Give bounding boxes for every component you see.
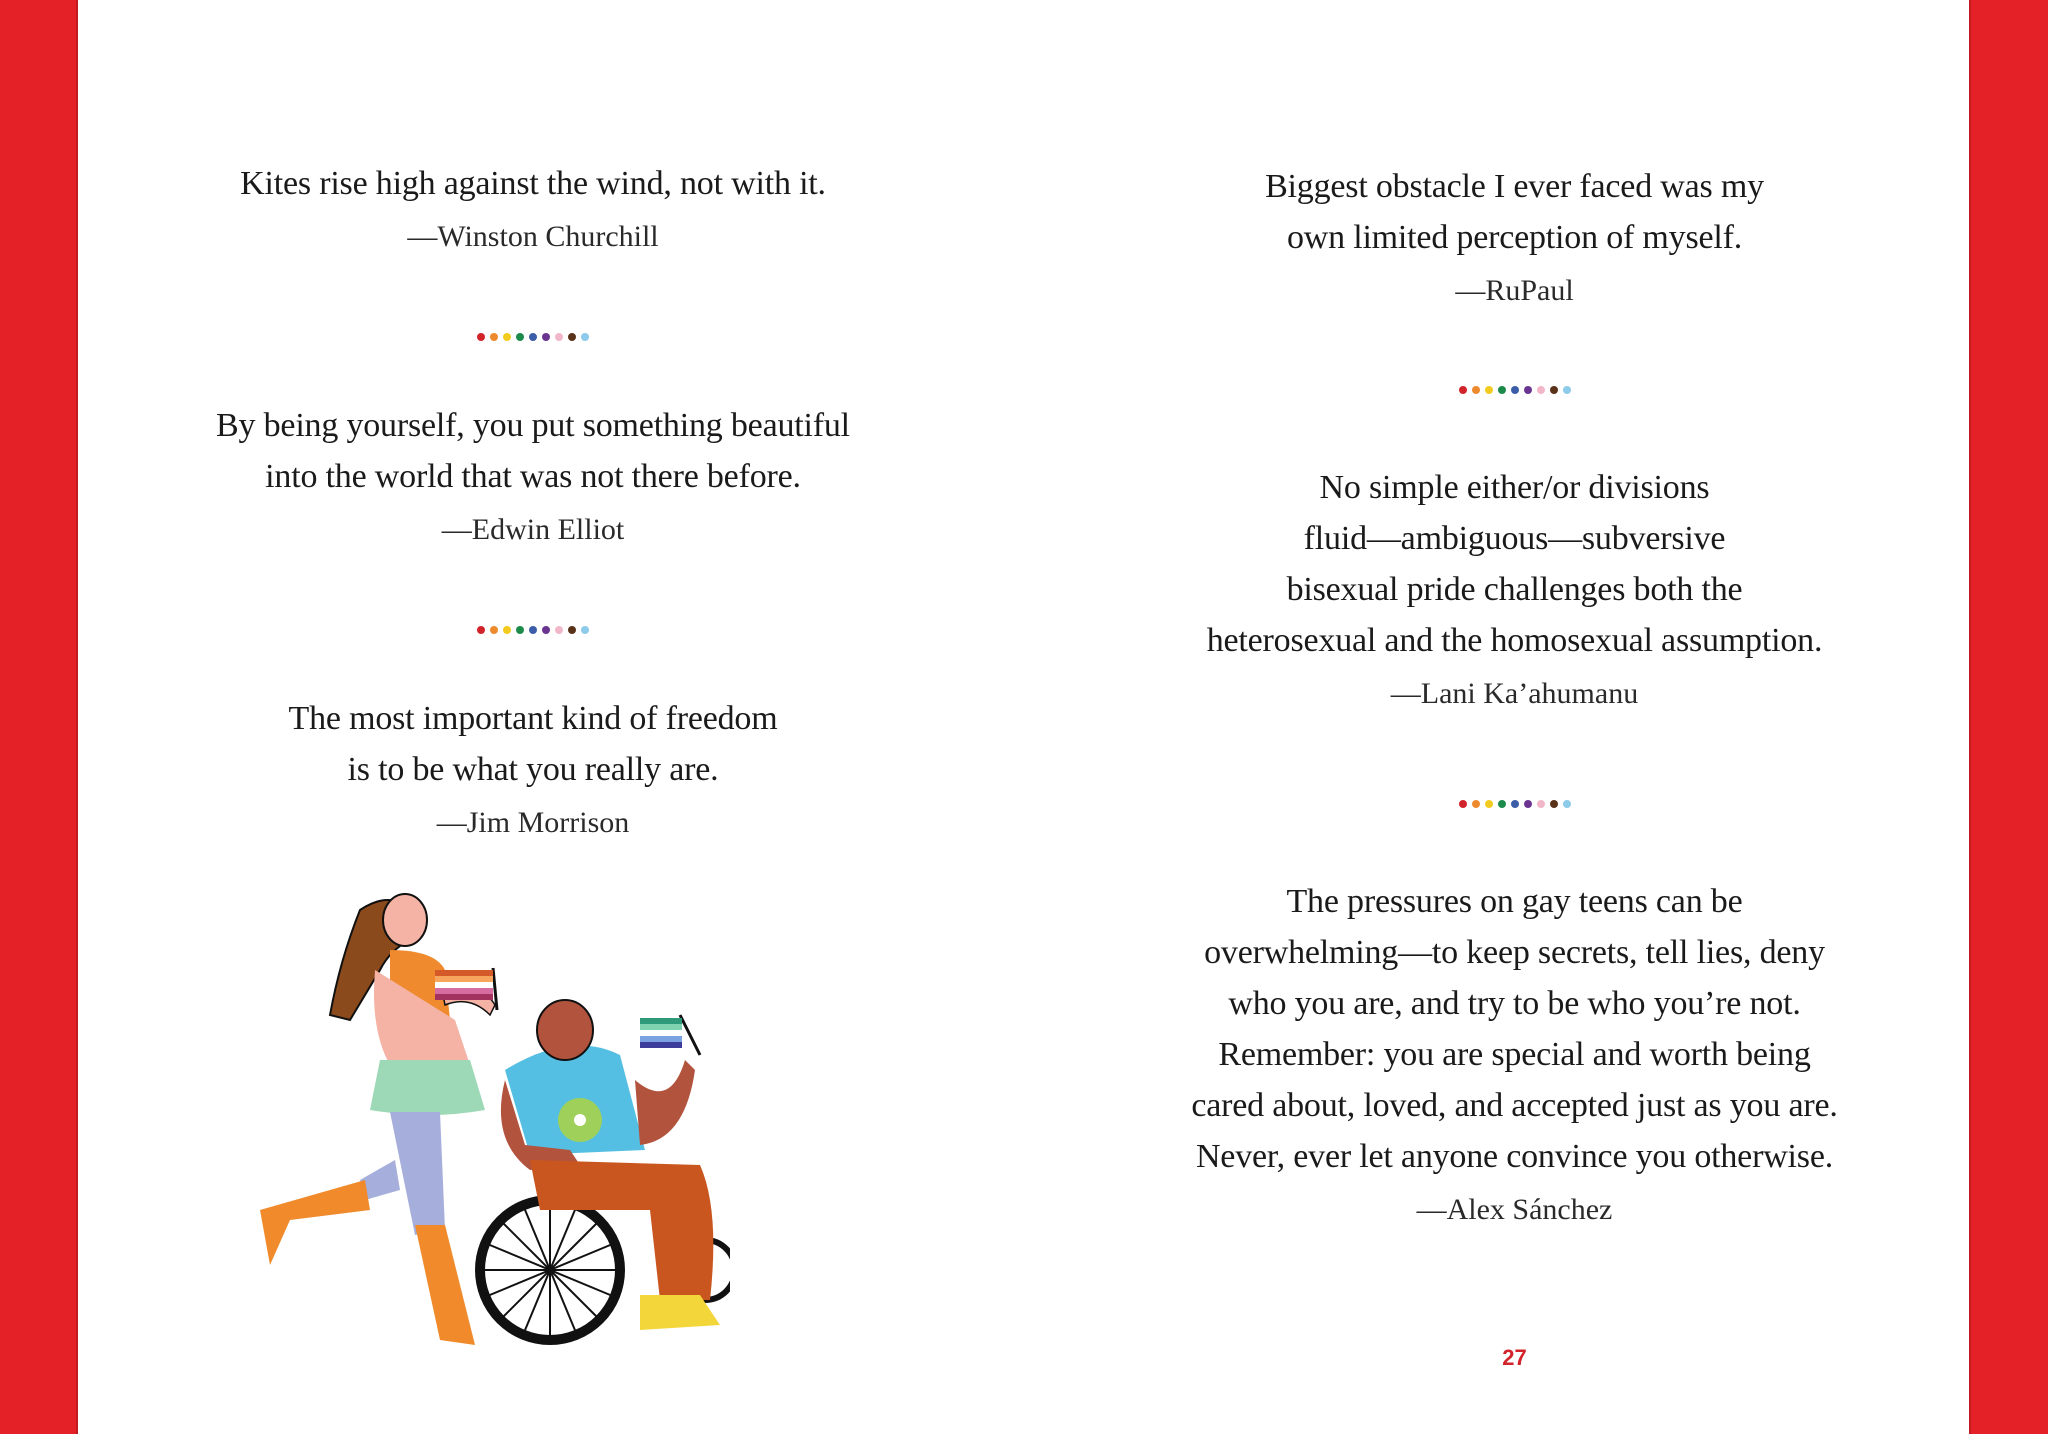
quote-author: —Jim Morrison — [436, 806, 630, 839]
divider-dot — [490, 626, 498, 634]
rainbow-dot-divider — [78, 333, 988, 341]
divider-dot — [516, 626, 524, 634]
divider-dot — [1485, 800, 1493, 808]
divider-dot — [1563, 800, 1571, 808]
quote-author: —Lani Ka’ahumanu — [1390, 677, 1639, 710]
quote-author: —Edwin Elliot — [441, 513, 625, 546]
divider-dot — [1511, 386, 1519, 394]
divider-dot — [477, 626, 485, 634]
quote-line: Never, ever let anyone convince you otherwise. — [1195, 1138, 1834, 1175]
divider-dot — [1485, 386, 1493, 394]
quote-kaahumanu — [1060, 462, 1969, 714]
divider-dot — [568, 626, 576, 634]
divider-dot — [1498, 386, 1506, 394]
divider-dot — [581, 333, 589, 341]
divider-dot — [1550, 386, 1558, 394]
quote-line: fluid—ambiguous—subversive — [1303, 520, 1726, 557]
rainbow-dot-divider — [1060, 800, 1969, 808]
left-red-border — [0, 0, 78, 1434]
quote-line: By being yourself, you put something beautiful — [216, 407, 850, 444]
quote-churchill — [78, 158, 988, 257]
divider-dot — [1459, 800, 1467, 808]
quote-line: overwhelming—to keep secrets, tell lies, deny — [1204, 934, 1825, 971]
quote-line: cared about, loved, and accepted just as you are. — [1191, 1087, 1838, 1124]
quote-line: Remember: you are special and worth being — [1218, 1036, 1811, 1073]
divider-dot — [1537, 800, 1545, 808]
divider-dot — [1524, 386, 1532, 394]
quote-line: who you are, and try to be who you’re not. — [1228, 985, 1801, 1022]
divider-dot — [555, 626, 563, 634]
divider-dot — [1472, 386, 1480, 394]
quote-elliot — [78, 400, 988, 550]
divider-dot — [555, 333, 563, 341]
page-number: 27 — [1502, 1345, 1527, 1370]
quote-line: The most important kind of freedom — [288, 700, 778, 737]
divider-dot — [503, 333, 511, 341]
quote-line: No simple either/or divisions — [1319, 469, 1710, 506]
quote-line: heterosexual and the homosexual assumption. — [1206, 622, 1823, 659]
quote-rupaul — [1060, 161, 1969, 311]
divider-dot — [1498, 800, 1506, 808]
quote-text — [78, 400, 988, 502]
rainbow-dot-divider — [78, 626, 988, 634]
quote-author: —Alex Sánchez — [1416, 1193, 1613, 1226]
divider-dot — [1563, 386, 1571, 394]
quote-line: The pressures on gay teens can be — [1286, 883, 1743, 920]
rainbow-dot-divider — [1060, 386, 1969, 394]
quote-text — [1060, 462, 1969, 666]
divider-dot — [1472, 800, 1480, 808]
quote-author: —RuPaul — [1455, 274, 1574, 307]
quote-author: —Winston Churchill — [407, 220, 659, 253]
quote-line: Kites rise high against the wind, not with it. — [240, 165, 826, 202]
quote-line: own limited perception of myself. — [1286, 219, 1743, 256]
quote-morrison — [78, 693, 988, 843]
divider-dot — [568, 333, 576, 341]
divider-dot — [1459, 386, 1467, 394]
divider-dot — [529, 626, 537, 634]
divider-dot — [490, 333, 498, 341]
divider-dot — [477, 333, 485, 341]
divider-dot — [1511, 800, 1519, 808]
quote-line: is to be what you really are. — [347, 751, 719, 788]
divider-dot — [1524, 800, 1532, 808]
quote-text — [1060, 876, 1969, 1182]
divider-dot — [542, 333, 550, 341]
quote-text — [78, 158, 988, 209]
divider-dot — [516, 333, 524, 341]
divider-dot — [1550, 800, 1558, 808]
quote-line: bisexual pride challenges both the — [1286, 571, 1743, 608]
divider-dot — [581, 626, 589, 634]
quote-text — [78, 693, 988, 795]
divider-dot — [503, 626, 511, 634]
quote-line: into the world that was not there before. — [265, 458, 801, 495]
right-page — [1060, 0, 1969, 1434]
quote-text — [1060, 161, 1969, 263]
divider-dot — [529, 333, 537, 341]
pride-friends-illustration — [240, 880, 730, 1360]
divider-dot — [1537, 386, 1545, 394]
quote-line: Biggest obstacle I ever faced was my — [1265, 168, 1764, 205]
quote-sanchez — [1060, 876, 1969, 1230]
divider-dot — [542, 626, 550, 634]
right-red-border — [1969, 0, 2048, 1434]
